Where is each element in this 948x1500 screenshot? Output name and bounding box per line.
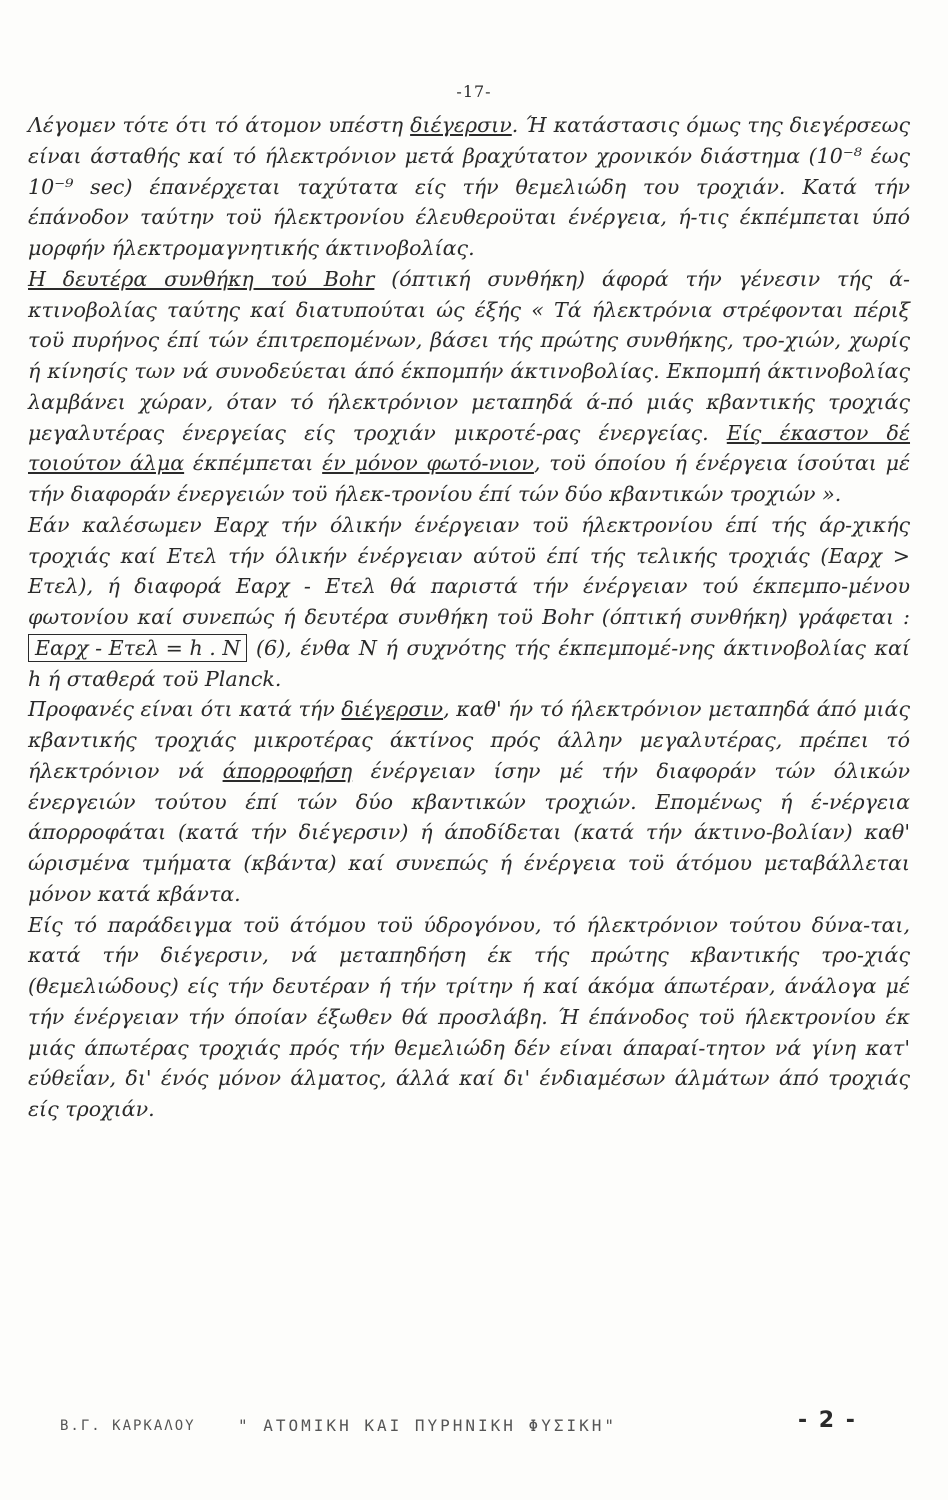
text-run: έκπέμπεται — [184, 451, 323, 476]
underlined-term: διέγερσιν — [410, 113, 512, 137]
text-run: ένέργειαν ίσην μέ τήν διαφοράν τών όλικών ένεργειών τούτου έπί τών δύο κβαντικών τροχιών. Επομένως ή έ-νέργεια άπορροφάται (κατά τήν διέγερσιν) ή άποδίδεται (κατά τήν άκτινο-βολίαν) καθ' ώρισμένα τμήματα (κβάντα) καί συνεπώς ή ένέργεια τοϋ άτόμου μεταβάλλεται μόνον κατά κβάντα. — [28, 758, 910, 906]
text-run: Προφανές είναι ότι κατά τήν — [28, 697, 342, 722]
paragraph-excitation — [28, 110, 910, 264]
paragraph-absorption — [28, 694, 910, 909]
underlined-term: άπορροφήση — [222, 758, 353, 783]
underlined-term: διέγερσιν — [341, 697, 444, 722]
text-run: (6), ένθα N ή συχνότης τής έκπεμπομέ-νης άκτινοβολίας καί h ή σταθερά τοϋ Planck. — [28, 635, 910, 691]
footer-page-number: - 2 - — [798, 1408, 857, 1433]
underlined-term: Είς έκαστον δέ τοιούτον άλμα — [28, 420, 911, 476]
underlined-term: έν μόνον φωτό-νιον — [322, 451, 534, 476]
text-run: . Ή κατάστασις όμως της διεγέρσεως είναι άσταθής καί τό ήλεκτρόνιον μετά βραχύτατον χρονικόν διάστημα (10⁻⁸ έως 10⁻⁹ sec) έπανέρχεται ταχύτατα είς τήν θεμελιώδη του τροχιάν. Κατά τήν έπάνοδον ταύτην τοϋ ήλεκτρονίου έλευθεροϋται ένέργεια, ή-τις έκπέμπεται ύπό μορφήν ήλεκτρομαγνητικής άκτινοβολίας. — [28, 113, 910, 260]
text-run: , τοϋ όποίου ή ένέργεια ίσούται μέ τήν διαφοράν ένεργειών τοϋ ήλεκ-τρονίου έπί τών δύο κβαντικών τροχιών ». — [28, 451, 911, 506]
body-text — [28, 110, 910, 1125]
text-run: Είς τό παράδειγμα τοϋ άτόμου τοϋ ύδρογόνου, τό ήλεκτρόνιον τούτου δύνα-ται, κατά τήν διέγερσιν, νά μεταπηδήση έκ τής πρώτης κβαντικής τρο-χιάς (θεμελιώδους) είς τήν δευτέραν ή τήν τρίτην ή καί άκόμα άπωτέραν, άνάλογα μέ τήν ένέργειαν τήν όποίαν έξωθεν θά προσλάβη. Ή έπάνοδος τοϋ ήλεκτρονίου έκ μιάς άπωτέρας τροχιάς πρός τήν θεμελιώδη δέν είναι άπαραί-τητον νά γίνη κατ' εύθεΐαν, δι' ένός μόνον άλματος, άλλά καί δι' ένδιαμέσων άλμάτων άπό τροχιάς είς τροχιάν. — [28, 912, 910, 1121]
underlined-term: Η δευτέρα συνθήκη τού Bohr — [28, 266, 375, 291]
page-number-top: -17- — [456, 82, 492, 101]
footer-author: Β.Γ. ΚΑΡΚΑΛΟΥ — [60, 1418, 196, 1434]
text-run: Λέγομεν τότε ότι τό άτομον υπέστη — [28, 113, 411, 137]
text-run: , καθ' ήν τό ήλεκτρόνιον μεταπηδά άπό μιάς κβαντικής τροχιάς μικροτέρας άκτίνος πρός άλλην μεγαλυτέρας, πρέπει τό ήλεκτρόνιον νά — [28, 697, 910, 783]
paragraph-energy-formula — [28, 510, 910, 695]
paragraph-hydrogen-example — [28, 910, 910, 1125]
footer-title: " ΑΤΟΜΙΚΗ ΚΑΙ ΠΥΡΗΝΙΚΗ ΦΥΣΙΚΗ" — [238, 1416, 617, 1435]
text-run: (όπτική συνθήκη) άφορά τήν γένεσιν τής ά-κτινοβολίας ταύτης καί διατυπούται ώς έξής « Τά ήλεκτρόνια στρέφονται πέριξ τοϋ πυρήνος έπί τών έπιτρεπομένων, βάσει τής πρώτης συνθήκης, τρο-χιών, χωρίς ή κίνησίς των νά συνοδεύεται άπό έκπομπήν άκτινοβολίας. Εκπομπή άκτινοβολίας λαμβάνει χώραν, όταν τό ήλεκτρόνιον μεταπηδά ά-πό μιάς κβαντικής τροχιάς μεγαλυτέρας ένεργείας είς τροχιάν μικροτέ-ρας ένεργείας. — [28, 266, 910, 445]
paragraph-bohr-second-condition — [28, 264, 910, 510]
formula-box: Eαρχ - Eτελ = h . N — [28, 634, 247, 662]
text-run: Εάν καλέσωμεν Eαρχ τήν όλικήν ένέργειαν τοϋ ήλεκτρονίου έπί τής άρ-χικής τροχιάς καί Eτελ τήν όλικήν ένέργειαν αύτοϋ έπί τής τελικής τροχιάς (Eαρχ > Eτελ), ή διαφορά Eαρχ - Eτελ θά παριστά τήν ένέργειαν τού έκπεμπο-μένου φωτονίου καί συνεπώς ή δευτέρα συνθήκη τοϋ Bohr (όπτική συνθήκη) γράφεται : — [28, 512, 910, 629]
